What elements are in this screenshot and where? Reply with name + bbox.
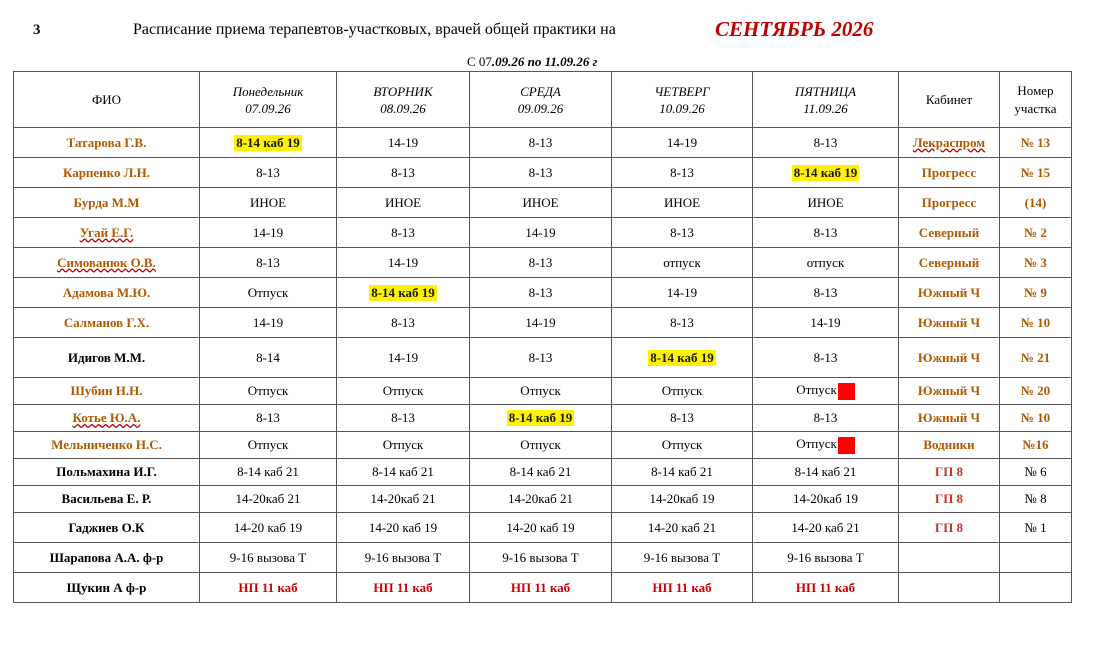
table-row [14,218,1072,248]
day-value: 8-14 [256,349,280,365]
doctor-name [14,218,200,248]
day-cell [470,543,612,573]
cabinet-value: ГП 8 [934,491,964,506]
day-value: 14-20 каб 21 [791,519,860,535]
header-day-mon [200,72,337,128]
day-cell [200,405,337,432]
day-cell [470,308,612,338]
section-cell [1000,543,1072,573]
day-value: 14-19 [810,314,841,330]
day-value: Отпуск [661,437,703,452]
day-cell [612,188,753,218]
day-value: НП 11 каб [238,579,298,595]
day-cell [612,378,753,405]
day-value: Отпуск [382,437,424,452]
day-cell [753,573,899,603]
cabinet-cell [899,513,1000,543]
schedule-table [13,71,1072,603]
schedule-month: СЕНТЯБРЬ 2026 [715,17,874,41]
doctor-name [14,405,200,432]
cabinet-value: ГП 8 [934,519,964,535]
day-value: 8-14 каб 19 [793,164,858,180]
section-cell [1000,459,1072,486]
day-value: 14-19 [387,254,419,270]
cabinet-cell [899,378,1000,405]
day-cell [470,158,612,188]
cabinet-cell [899,543,1000,573]
day-value: 8-14 каб 19 [371,284,435,300]
day-value: 8-13 [528,254,553,270]
day-cell [200,486,337,513]
header-cabinet: Кабинет [899,72,1000,128]
day-cell [470,218,612,248]
day-value: 9-16 вызова Т [643,549,721,565]
day-cell [612,308,753,338]
cabinet-cell [899,278,1000,308]
day-value: Отпуск [796,436,837,452]
day-value: отпуск [663,254,701,270]
day-value: 8-13 [391,164,415,180]
header-row [14,72,1072,128]
cabinet-value: ГП 8 [934,464,964,479]
day-value: 8-13 [670,164,694,180]
doctor-name [14,378,200,405]
section-cell [1000,513,1072,543]
day-cell [337,218,470,248]
cabinet-cell [899,128,1000,158]
table-row [14,486,1072,513]
section-value: № 13 [1020,134,1051,150]
header-section-line1: Номер [1017,82,1054,98]
section-value: № 21 [1020,349,1051,365]
day-cell [200,378,337,405]
cabinet-value: Прогресс [921,194,977,210]
day-cell [470,573,612,603]
day-cell [200,308,337,338]
day-cell [200,218,337,248]
day-cell [470,188,612,218]
day-value: 14-20каб 19 [792,491,859,506]
day-cell [470,405,612,432]
table-row [14,128,1072,158]
day-cell [612,486,753,513]
day-cell [470,128,612,158]
cabinet-value: Южный Ч [917,383,981,398]
table-row [14,378,1072,405]
day-value: 8-14 каб 21 [372,464,434,479]
red-marker-icon [838,437,855,454]
doctor-name-text: Шубин Н.Н. [70,383,143,398]
section-cell [1000,338,1072,378]
day-cell [470,278,612,308]
day-cell [612,432,753,459]
day-value: Отпуск [247,383,289,398]
day-cell [337,338,470,378]
day-value: 8-13 [813,284,838,300]
doctor-name-text: Польмахина И.Г. [56,464,157,479]
header-day-fri [753,72,899,128]
day-value: ИНОЕ [807,194,844,210]
day-cell [753,188,899,218]
day-value: ИНОЕ [384,194,422,210]
header-day-date: 11.09.26 [803,100,848,116]
day-cell [470,486,612,513]
cabinet-value: Северный [918,254,980,270]
day-cell [753,543,899,573]
doctor-name-text: Бурда М.М [73,194,140,210]
section-cell [1000,218,1072,248]
cabinet-value: Прогресс [921,164,977,180]
day-value: 8-13 [391,224,415,240]
doctor-name [14,278,200,308]
day-cell [612,128,753,158]
table-row [14,158,1072,188]
day-value: 14-20 каб 19 [368,519,438,535]
section-value: №16 [1022,437,1049,452]
doctor-name-text: Адамова М.Ю. [62,284,151,300]
day-cell [612,573,753,603]
day-cell [753,432,899,459]
doctor-name-text: Идигов М.М. [67,349,146,365]
table-row [14,338,1072,378]
day-value: 14-20 каб 21 [647,519,717,535]
table-row [14,405,1072,432]
day-value: 14-19 [666,134,698,150]
cabinet-cell [899,573,1000,603]
section-cell [1000,128,1072,158]
cabinet-cell [899,158,1000,188]
section-cell [1000,573,1072,603]
day-cell [470,338,612,378]
header-day-date: 08.09.26 [380,100,426,116]
cabinet-value: Южный Ч [917,349,981,365]
day-cell [337,278,470,308]
day-value: 8-13 [670,224,694,240]
day-cell [753,158,899,188]
day-value: Отпуск [382,383,424,398]
cabinet-cell [899,248,1000,278]
doctor-name-text: Карпенко Л.Н. [62,164,151,180]
day-cell [612,278,753,308]
table-row [14,188,1072,218]
day-cell [337,543,470,573]
date-range [467,54,597,70]
section-cell [1000,188,1072,218]
day-cell [753,405,899,432]
day-value: 14-20каб 21 [507,491,574,506]
day-value: 8-13 [813,224,838,240]
doctor-name [14,248,200,278]
doctor-name [14,188,200,218]
red-marker-icon [838,383,855,400]
section-cell [1000,405,1072,432]
cabinet-cell [899,405,1000,432]
day-cell [337,308,470,338]
day-cell [200,459,337,486]
day-cell [753,248,899,278]
cabinet-cell [899,459,1000,486]
day-value: 8-13 [528,164,553,180]
header-day-wed [470,72,612,128]
header-fio: ФИО [14,72,200,128]
doctor-name [14,513,200,543]
table-row [14,543,1072,573]
day-value: 8-13 [256,410,280,425]
day-value: 14-20каб 19 [649,491,715,506]
day-cell [753,513,899,543]
day-value: 8-14 каб 21 [237,464,299,479]
day-cell [337,459,470,486]
day-cell [612,459,753,486]
day-value: 8-14 каб 21 [509,464,572,479]
date-range-prefix: С 07 [467,54,492,69]
day-value: 8-13 [813,349,838,365]
day-value: 8-13 [256,254,280,270]
day-value: 14-19 [525,314,556,330]
doctor-name [14,158,200,188]
day-cell [753,338,899,378]
cabinet-value: Южный Ч [917,314,981,330]
day-cell [753,308,899,338]
day-value: НП 11 каб [373,579,433,595]
day-cell [200,248,337,278]
cabinet-cell [899,308,1000,338]
day-cell [200,158,337,188]
section-value: № 8 [1024,491,1047,506]
day-value: 14-20каб 21 [370,491,436,506]
table-row [14,278,1072,308]
cabinet-value: Южный Ч [917,284,981,300]
day-cell [337,188,470,218]
day-cell [753,486,899,513]
day-cell [337,405,470,432]
day-value: 14-19 [666,284,698,300]
day-value: Отпуск [520,437,561,452]
day-cell [200,432,337,459]
day-cell [200,513,337,543]
section-cell [1000,248,1072,278]
day-value: ИНОЕ [522,194,559,210]
day-value: 8-13 [391,314,415,330]
day-cell [337,513,470,543]
doctor-name-text: Гаджиев О.К [68,519,145,535]
day-value: 14-19 [252,314,284,330]
date-range-rest: .09.26 по 11.09.26 г [491,54,598,69]
day-value: Отпуск [247,437,289,452]
doctor-name-text: Котье Ю.А. [72,410,141,425]
day-cell [612,158,753,188]
section-value: № 9 [1024,284,1047,300]
section-value: № 10 [1020,314,1051,330]
day-value: 8-14 каб 19 [236,134,300,150]
section-value: № 1 [1024,519,1047,535]
day-cell [612,218,753,248]
cabinet-cell [899,338,1000,378]
day-value: НП 11 каб [652,579,712,595]
section-value: № 15 [1020,164,1051,180]
cabinet-value: Лекраспром [912,134,986,150]
day-value: 8-14 каб 19 [508,410,573,425]
section-cell [1000,158,1072,188]
day-value: 8-13 [813,410,838,425]
day-value: 8-13 [391,410,415,425]
day-value: отпуск [806,254,845,270]
day-value: 8-14 каб 19 [650,349,714,365]
doctor-name [14,128,200,158]
header-day-name: ПЯТНИЦА [794,83,857,99]
day-cell [200,188,337,218]
page-number: 3 [33,22,41,38]
day-value: 8-14 каб 21 [794,464,857,479]
section-cell [1000,486,1072,513]
day-value: ИНОЕ [249,194,287,210]
doctor-name-text: Татарова Г.В. [66,134,147,150]
header-day-thu [612,72,753,128]
doctor-name [14,486,200,513]
day-value: Отпуск [796,382,837,398]
day-value: Отпуск [247,284,289,300]
day-cell [753,128,899,158]
doctor-name-text: Симованюк О.В. [57,254,156,270]
day-cell [470,459,612,486]
day-value: 8-13 [528,349,553,365]
header-day-date: 07.09.26 [245,100,291,116]
day-cell [470,432,612,459]
cabinet-value: Водники [923,437,975,452]
doctor-name [14,338,200,378]
day-value: 9-16 вызова Т [502,549,579,565]
day-value: НП 11 каб [510,579,571,595]
section-cell [1000,378,1072,405]
day-cell [337,158,470,188]
doctor-name [14,573,200,603]
day-value: 14-19 [387,349,419,365]
day-cell [470,248,612,278]
day-cell [753,278,899,308]
day-value: 14-19 [387,134,419,150]
day-value: Отпуск [520,383,561,398]
day-cell [200,338,337,378]
cabinet-value: Северный [918,224,980,240]
header-day-name: ВТОРНИК [373,83,433,99]
day-cell [337,486,470,513]
section-cell [1000,432,1072,459]
day-value: 8-13 [670,314,694,330]
day-cell [337,573,470,603]
table-row [14,513,1072,543]
day-cell [753,459,899,486]
day-value: Отпуск [661,383,703,398]
day-cell [612,248,753,278]
section-cell [1000,278,1072,308]
day-value: 8-13 [528,134,553,150]
header-day-date: 09.09.26 [517,100,564,116]
day-value: 8-13 [528,284,553,300]
cabinet-value: Южный Ч [917,410,981,425]
day-cell [470,513,612,543]
day-value: 14-20 каб 19 [233,519,303,535]
day-cell [337,432,470,459]
day-value: 14-19 [525,224,556,240]
day-cell [612,513,753,543]
doctor-name-text: Угай Е.Г. [79,224,134,240]
day-cell [200,543,337,573]
section-value: № 3 [1024,254,1047,270]
day-value: 14-20каб 21 [235,491,301,506]
day-cell [200,573,337,603]
section-value: № 2 [1024,224,1047,240]
table-row [14,573,1072,603]
table-row [14,248,1072,278]
doctor-name-text: Салманов Г.Х. [63,314,150,330]
day-value: 14-19 [252,224,284,240]
day-value: 8-14 каб 21 [651,464,713,479]
doctor-name-text: Щукин А ф-р [66,579,147,595]
header-day-name: СРЕДА [520,83,561,99]
cabinet-cell [899,432,1000,459]
day-cell [470,378,612,405]
day-value: 8-13 [256,164,280,180]
section-value: № 10 [1020,410,1051,425]
day-value: 14-20 каб 19 [506,519,575,535]
header-section-line2: участка [1014,100,1057,116]
doctor-name [14,543,200,573]
section-value: № 20 [1020,383,1051,398]
section-value: (14) [1024,194,1047,210]
day-value: 8-13 [813,134,838,150]
schedule-title: Расписание приема терапевтов-участковых, врачей общей практики на [133,21,616,38]
day-value: 8-13 [670,410,694,425]
section-cell [1000,308,1072,338]
day-cell [200,128,337,158]
header-section [1000,72,1072,128]
doctor-name [14,432,200,459]
day-value: 9-16 вызова Т [229,549,307,565]
cabinet-cell [899,486,1000,513]
header-day-name: ЧЕТВЕРГ [654,83,710,99]
doctor-name-text: Шарапова А.А. ф-р [49,549,164,565]
day-value: ИНОЕ [663,194,701,210]
doctor-name [14,308,200,338]
header-day-tue [337,72,470,128]
table-row [14,459,1072,486]
day-value: НП 11 каб [795,579,856,595]
day-cell [337,248,470,278]
table-row [14,308,1072,338]
section-value: № 6 [1024,464,1047,479]
day-cell [612,338,753,378]
doctor-name-text: Мельниченко Н.С. [51,437,162,452]
day-cell [753,378,899,405]
doctor-name-text: Васильева Е. Р. [61,491,152,506]
day-value: 9-16 вызова Т [787,549,864,565]
day-value: 9-16 вызова Т [364,549,442,565]
day-cell [753,218,899,248]
table-row [14,432,1072,459]
day-cell [337,378,470,405]
day-cell [200,278,337,308]
cabinet-cell [899,218,1000,248]
doctor-name [14,459,200,486]
day-cell [337,128,470,158]
header-day-name: Понедельник [232,83,304,99]
day-cell [612,543,753,573]
header-day-date: 10.09.26 [659,100,705,116]
cabinet-cell [899,188,1000,218]
day-cell [612,405,753,432]
